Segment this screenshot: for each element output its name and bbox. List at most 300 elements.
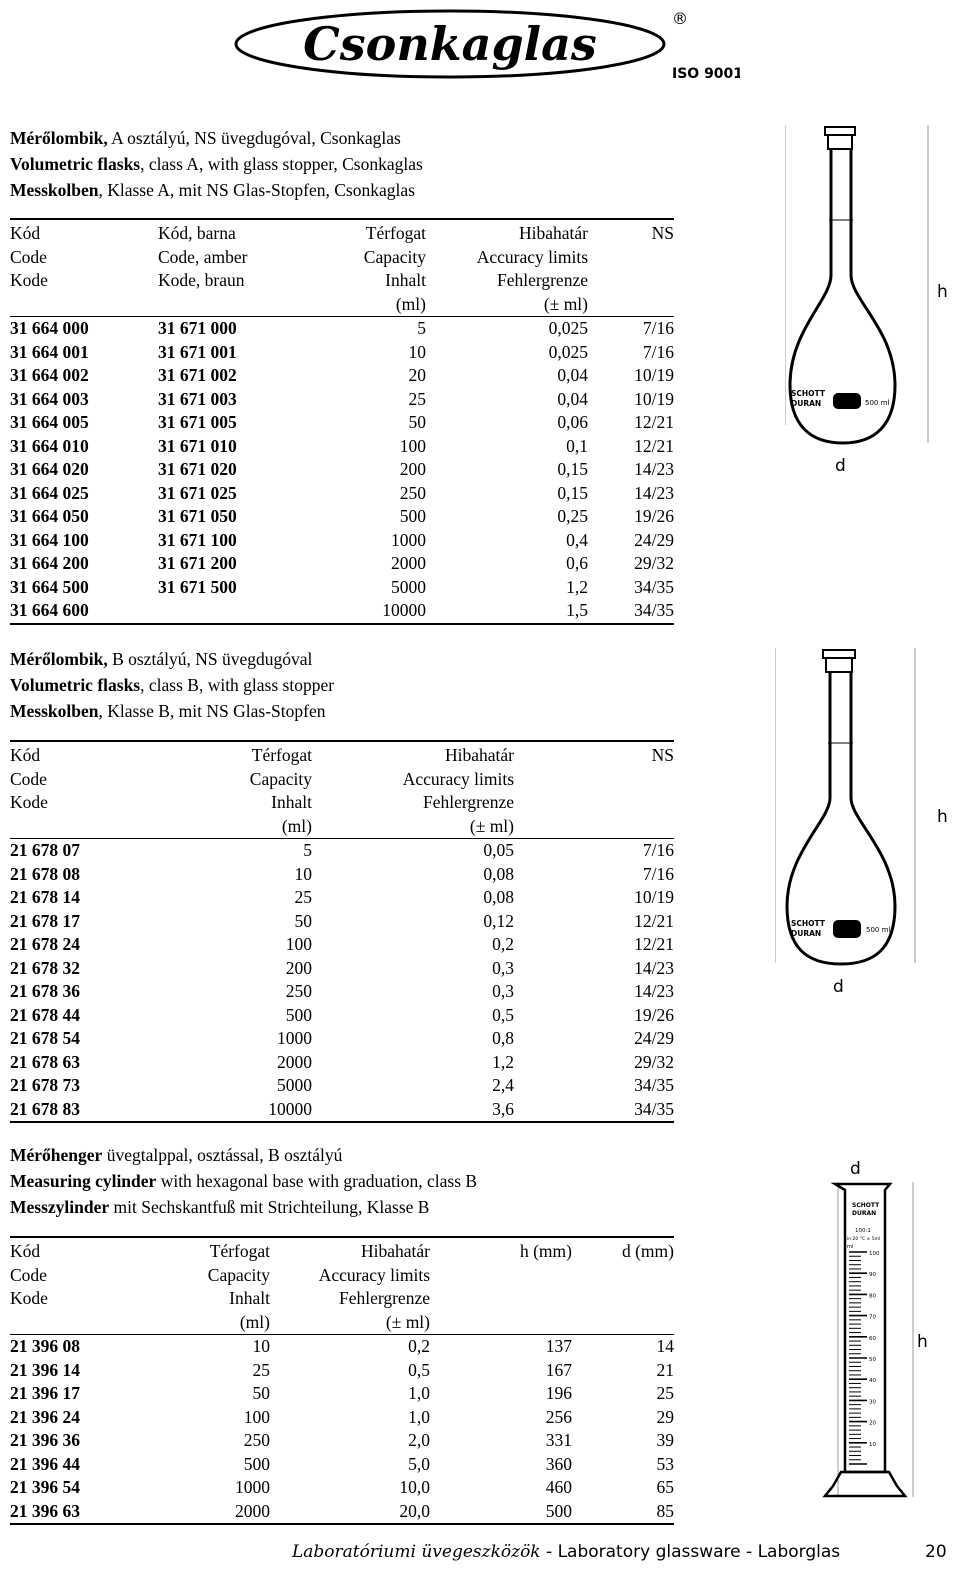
table-header-row: [10, 791, 674, 815]
table-cell: 25: [408, 388, 426, 409]
section2-title-en-bold: Volumetric flasks: [10, 675, 141, 695]
table-row: [10, 317, 674, 341]
table-cell: 31 671 005: [158, 412, 237, 432]
table-header-cell: Kode: [10, 792, 48, 812]
table-cell: 7/16: [642, 318, 674, 338]
cylinder-label: 100:1: [855, 1228, 871, 1234]
table-cell: 137: [545, 1336, 572, 1356]
section3-title-hu-bold: Mérőhenger: [10, 1145, 103, 1165]
table-cell: 250: [243, 1430, 270, 1450]
table-cell: 21 396 63: [10, 1500, 140, 1525]
table-cell: 1,0: [408, 1406, 430, 1427]
graduation-label: 90: [869, 1272, 876, 1279]
section1-title-hu: A osztályú, NS üvegdugóval, Csonkaglas: [107, 128, 401, 148]
company-logo: [222, 0, 740, 82]
table-row: [10, 933, 674, 957]
graduation-label: 10: [869, 1441, 876, 1448]
table-cell: 31 671 500: [158, 576, 237, 597]
cylinder-label: in 20 °C ± 5ml: [847, 1237, 881, 1242]
table-header-cell: Inhalt: [385, 270, 426, 290]
table-cell: 5,0: [408, 1453, 430, 1474]
table-header-row: [10, 269, 674, 293]
table-cell: 0,2: [492, 934, 514, 954]
dimension-d-label: d: [833, 977, 844, 997]
table-cell: 5: [417, 318, 426, 338]
table-cell: 21 678 83: [10, 1098, 160, 1123]
table-cell: 21 678 07: [10, 840, 80, 860]
dimension-h-label: h: [937, 807, 948, 827]
section1-title: [10, 125, 423, 203]
table-cell: 200: [399, 459, 426, 479]
table-row: [10, 1359, 674, 1383]
table-cell: 31 664 100: [10, 529, 89, 550]
table-cell: 29/32: [634, 553, 674, 573]
table-cell: 0,06: [557, 412, 588, 432]
table-row: [10, 529, 674, 553]
table-header-cell: [10, 1311, 140, 1335]
table-cell: 21 396 36: [10, 1430, 80, 1450]
table-cell: 34/35: [514, 1098, 674, 1123]
table-cell: 31 664 500: [10, 576, 89, 597]
table-cell: 2000: [277, 1051, 312, 1072]
table-cell: 39: [656, 1430, 674, 1450]
table-header-cell: Kode: [10, 1288, 48, 1308]
table-row: [10, 341, 674, 365]
table-header-cell: Accuracy limits: [402, 768, 514, 789]
table-cell: 10,0: [399, 1477, 430, 1497]
table-header-cell: [10, 293, 158, 317]
table-cell: 29/32: [634, 1051, 674, 1072]
table-cell: 500: [285, 1004, 312, 1025]
table-cell: 7/16: [642, 840, 674, 860]
table-cell: 460: [545, 1477, 572, 1497]
table-cell: 5000: [391, 576, 426, 597]
table-cell: 100: [399, 435, 426, 456]
table-header-cell: [430, 1287, 572, 1311]
table-cell: 12/21: [634, 435, 674, 456]
table-cell: 250: [285, 981, 312, 1001]
table-row: [10, 552, 674, 576]
graduation-label: 60: [869, 1335, 876, 1342]
table-header-cell: [10, 815, 160, 839]
section2-title-de-bold: Messkolben: [10, 701, 99, 721]
table-cell: 0,04: [557, 388, 588, 409]
table-cell: 0,08: [483, 863, 514, 884]
footer-text-brand: Laborglas: [757, 1542, 841, 1562]
table-cell: 196: [545, 1383, 572, 1403]
table-header-cell: Térfogat: [140, 1237, 270, 1264]
table-header-row: [10, 1311, 674, 1335]
table-header-cell: [572, 1311, 674, 1335]
table-cell: 1000: [277, 1028, 312, 1048]
table-cell: 19/26: [634, 506, 674, 526]
table-cell: 331: [545, 1430, 572, 1450]
table-cell: 14/23: [634, 981, 674, 1001]
table-cell: 31 664 001: [10, 341, 89, 362]
table-header-cell: (ml): [328, 293, 426, 317]
table-row: [10, 388, 674, 412]
table-cell: 50: [408, 412, 426, 432]
table-header-cell: Hibahatár: [312, 741, 514, 768]
table-header-row: [10, 1287, 674, 1311]
table-cell: 500: [430, 1500, 572, 1525]
section1-title-de: , Klasse A, mit NS Glas-Stopfen, Csonkaglas: [98, 180, 415, 200]
table-cell: 31 671 025: [158, 482, 237, 503]
table-cell: 21 396 14: [10, 1359, 80, 1380]
table-row: [10, 1004, 674, 1028]
table-cell: 1000: [391, 529, 426, 550]
footer-separator: -: [740, 1542, 758, 1562]
table-cell: 0,5: [408, 1359, 430, 1380]
table-row: [10, 1476, 674, 1500]
section2-title-de: , Klasse B, mit NS Glas-Stopfen: [98, 701, 326, 721]
table-row: [10, 1335, 674, 1359]
table-cell: 14: [656, 1336, 674, 1356]
section3-cylinder-figure: [805, 1152, 955, 1502]
table-cell: 31 671 050: [158, 506, 237, 526]
section2-title: [10, 646, 334, 724]
table-header-cell: Accuracy limits: [476, 246, 588, 267]
table-header-cell: [514, 815, 674, 839]
table-cell: 31 664 002: [10, 365, 89, 385]
table-cell: 31 671 003: [158, 388, 237, 409]
graduation-label: 30: [869, 1399, 876, 1406]
table-cell: 500: [399, 506, 426, 526]
table-cell: 14/23: [634, 482, 674, 503]
table-header-cell: Fehlergrenze: [496, 270, 588, 290]
table-header-cell: Capacity: [207, 1264, 270, 1285]
section3-title-hu: üvegtalppal, osztással, B osztályú: [102, 1145, 343, 1165]
table-cell: 100: [243, 1406, 270, 1427]
table-cell: 1,2: [492, 1051, 514, 1072]
graduation-label: 20: [869, 1420, 876, 1427]
page-number: 20: [925, 1542, 947, 1562]
table-cell: 31 664 005: [10, 412, 89, 432]
table-row: [10, 599, 674, 624]
section1-title-hu-bold: Mérőlombik,: [10, 128, 108, 148]
table-header-cell: [572, 1264, 674, 1288]
table-cell: 10: [408, 341, 426, 362]
table-cell: 10: [294, 863, 312, 884]
table-header-cell: (ml): [160, 815, 312, 839]
cylinder-base: [825, 1472, 905, 1496]
table-cell: 34/35: [634, 1075, 674, 1095]
table-cell: 1000: [235, 1477, 270, 1497]
table-row: [10, 957, 674, 981]
table-cell: 21 678 08: [10, 863, 80, 884]
table-header-row: [10, 246, 674, 270]
table-header-cell: (± ml): [312, 815, 514, 839]
table-header-row: [10, 1237, 674, 1264]
table-cell: 5: [303, 840, 312, 860]
table-header-cell: Inhalt: [229, 1288, 270, 1308]
table-header-cell: Inhalt: [271, 792, 312, 812]
footer-text-en: Laboratory glassware: [557, 1542, 741, 1562]
table-cell: 50: [294, 910, 312, 931]
section2-title-hu-bold: Mérőlombik,: [10, 649, 108, 669]
table-cell: [158, 599, 328, 624]
table-cell: 1,2: [566, 576, 588, 597]
table-row: [10, 1027, 674, 1051]
table-cell: 50: [252, 1383, 270, 1403]
table-cell: 14/23: [634, 957, 674, 978]
section2-title-en: , class B, with glass stopper: [140, 675, 335, 695]
table-cell: 7/16: [642, 863, 674, 884]
table-header-cell: [158, 293, 328, 317]
table-cell: 21 396 24: [10, 1406, 80, 1427]
table-cell: 1,5: [426, 599, 588, 624]
table-header-cell: Code, amber: [158, 246, 248, 267]
table-header-cell: [430, 1311, 572, 1335]
table-cell: 29: [656, 1406, 674, 1427]
table-header-cell: Capacity: [363, 246, 426, 267]
table-cell: 21 678 73: [10, 1075, 80, 1095]
table-header-cell: [514, 768, 674, 792]
logo-iso: ISO 9001: [672, 66, 740, 82]
table-cell: 0,05: [483, 840, 514, 860]
table-cell: 31 671 002: [158, 365, 237, 385]
table-cell: 10/19: [634, 887, 674, 907]
table-header-cell: (ml): [140, 1311, 270, 1335]
table-cell: 2,0: [408, 1430, 430, 1450]
section2-flask-figure: [775, 648, 960, 998]
table-header-row: [10, 741, 674, 768]
dimension-h-label: h: [917, 1332, 928, 1352]
table-cell: 0,025: [548, 341, 588, 362]
table-header-cell: NS: [514, 741, 674, 768]
table-header-cell: [430, 1264, 572, 1288]
table-row: [10, 505, 674, 529]
footer-text-hu: Laboratóriumi üvegeszközök: [292, 1542, 541, 1562]
table-cell: 31 671 200: [158, 553, 237, 573]
table-cell: 360: [545, 1453, 572, 1474]
table-header-row: [10, 219, 674, 246]
section1-flask-figure: [785, 125, 960, 475]
table-cell: 12/21: [634, 910, 674, 931]
table-header-cell: Code: [10, 768, 47, 789]
section3-table: [10, 1236, 674, 1525]
cylinder-graduation: [849, 1251, 880, 1464]
table-header-cell: [514, 791, 674, 815]
table-cell: 20,0: [270, 1500, 430, 1525]
table-cell: 0,2: [408, 1336, 430, 1356]
table-cell: 31 664 025: [10, 482, 89, 503]
table-cell: 0,5: [492, 1004, 514, 1025]
table-header-cell: (± ml): [270, 1311, 430, 1335]
table-header-cell: Kód: [10, 1237, 140, 1264]
graduation-label: 80: [869, 1293, 876, 1300]
table-cell: 34/35: [588, 599, 674, 624]
table-header-row: [10, 768, 674, 792]
table-row: [10, 1453, 674, 1477]
table-cell: 21 396 54: [10, 1477, 80, 1497]
table-cell: 21 678 24: [10, 934, 80, 954]
cylinder-brand-label: SCHOTT: [852, 1202, 880, 1209]
table-cell: 14/23: [634, 459, 674, 479]
table-cell: 3,6: [312, 1098, 514, 1123]
table-header-cell: [588, 269, 674, 293]
table-cell: 12/21: [634, 412, 674, 432]
table-row: [10, 1429, 674, 1453]
table-row: [10, 1500, 674, 1525]
table-cell: 0,25: [557, 506, 588, 526]
table-row: [10, 1098, 674, 1123]
table-header-cell: Accuracy limits: [318, 1264, 430, 1285]
table-cell: 31 664 200: [10, 553, 89, 573]
section2-table: [10, 740, 674, 1123]
table-cell: 21 678 44: [10, 1004, 80, 1025]
table-cell: 65: [656, 1477, 674, 1497]
section3-title-de-bold: Messzylinder: [10, 1197, 110, 1217]
graduation-label: 100: [869, 1251, 880, 1257]
table-cell: 500: [243, 1453, 270, 1474]
table-cell: 31 671 001: [158, 341, 237, 362]
dimension-d-label: d: [835, 456, 846, 475]
table-header-cell: Kód, barna: [158, 219, 328, 246]
table-cell: 1,0: [408, 1383, 430, 1403]
table-cell: 21 396 08: [10, 1336, 80, 1356]
table-cell: 10/19: [634, 365, 674, 385]
section3-title-en-bold: Measuring cylinder: [10, 1171, 157, 1191]
table-cell: 0,8: [492, 1028, 514, 1048]
flask-volume-label: 500 ml: [865, 399, 890, 407]
table-cell: 53: [656, 1453, 674, 1474]
table-row: [10, 910, 674, 934]
table-header-cell: Térfogat: [328, 219, 426, 246]
table-cell: 0,3: [492, 957, 514, 978]
table-cell: 21 678 32: [10, 957, 80, 978]
table-cell: 31 664 010: [10, 435, 89, 456]
table-header-cell: Térfogat: [160, 741, 312, 768]
graduation-label: 50: [869, 1357, 876, 1363]
table-cell: 31 664 050: [10, 506, 89, 526]
table-cell: 0,15: [557, 459, 588, 479]
table-row: [10, 1406, 674, 1430]
flask-brand-label: SCHOTT: [791, 919, 825, 928]
section2-title-hu: B osztályú, NS üvegdugóval: [107, 649, 313, 669]
table-row: [10, 458, 674, 482]
table-cell: 256: [545, 1406, 572, 1427]
table-cell: 24/29: [634, 529, 674, 550]
table-cell: 10000: [160, 1098, 312, 1123]
table-header-cell: Fehlergrenze: [338, 1288, 430, 1308]
table-cell: 21: [656, 1359, 674, 1380]
table-header-cell: Capacity: [249, 768, 312, 789]
table-cell: 0,04: [557, 365, 588, 385]
table-row: [10, 364, 674, 388]
table-header-cell: [588, 293, 674, 317]
table-row: [10, 1382, 674, 1406]
table-header-cell: NS: [588, 219, 674, 246]
table-cell: 31 671 000: [158, 318, 237, 338]
table-cell: 31 664 003: [10, 388, 89, 409]
table-header-cell: Code: [10, 246, 47, 267]
cylinder-label: ml: [847, 1244, 854, 1250]
table-row: [10, 863, 674, 887]
table-row: [10, 839, 674, 863]
table-cell: 31 664 000: [10, 318, 89, 338]
table-cell: 31 664 600: [10, 599, 158, 624]
logo-brand-text: Csonkaglas: [303, 17, 597, 71]
table-header-cell: Code: [10, 1264, 47, 1285]
table-header-cell: Kód: [10, 219, 158, 246]
table-cell: 0,3: [492, 981, 514, 1001]
graduation-label: 40: [869, 1378, 876, 1385]
table-cell: 25: [252, 1359, 270, 1380]
table-cell: 7/16: [642, 341, 674, 362]
table-cell: 19/26: [634, 1004, 674, 1025]
table-header-cell: [588, 246, 674, 270]
table-cell: 21 678 17: [10, 910, 80, 931]
table-cell: 0,025: [548, 318, 588, 338]
dimension-d-label: d: [850, 1159, 861, 1179]
table-cell: 21 678 63: [10, 1051, 80, 1072]
table-cell: 0,08: [483, 887, 514, 907]
flask-brand-label: SCHOTT: [791, 389, 825, 398]
table-cell: 85: [572, 1500, 674, 1525]
graduation-label: 70: [869, 1314, 876, 1321]
dimension-h-label: h: [937, 282, 948, 302]
table-cell: 34/35: [634, 576, 674, 597]
table-header-cell: (± ml): [426, 293, 588, 317]
table-cell: 250: [399, 482, 426, 503]
table-row: [10, 980, 674, 1004]
table-header-cell: Hibahatár: [426, 219, 588, 246]
cylinder-brand-label: DURAN: [852, 1210, 877, 1217]
table-cell: 25: [294, 887, 312, 907]
table-row: [10, 411, 674, 435]
table-cell: 0,4: [566, 529, 588, 550]
table-cell: 12/21: [634, 934, 674, 954]
table-cell: 31 671 020: [158, 459, 237, 479]
table-header-cell: Kode: [10, 270, 48, 290]
table-cell: 25: [656, 1383, 674, 1403]
table-cell: 0,12: [483, 910, 514, 931]
table-cell: 21 678 14: [10, 887, 80, 907]
section3-title: [10, 1142, 477, 1220]
table-cell: 0,1: [566, 435, 588, 456]
section1-title-en-bold: Volumetric flasks: [10, 154, 141, 174]
table-cell: 21 678 36: [10, 981, 80, 1001]
table-header-cell: d (mm): [572, 1237, 674, 1264]
table-header-cell: Kód: [10, 741, 160, 768]
table-header-row: [10, 293, 674, 317]
table-cell: 31 671 100: [158, 529, 237, 550]
table-cell: 21 396 17: [10, 1383, 80, 1403]
table-cell: 21 396 44: [10, 1453, 80, 1474]
table-cell: 100: [285, 934, 312, 954]
flask-volume-label: 500 ml: [866, 926, 891, 934]
table-cell: 20: [408, 365, 426, 385]
table-header-cell: Fehlergrenze: [422, 792, 514, 812]
section3-title-de: mit Sechskantfuß mit Strichteilung, Klasse B: [109, 1197, 430, 1217]
footer-separator: -: [540, 1542, 558, 1562]
section1-title-en: , class A, with glass stopper, Csonkaglas: [140, 154, 423, 174]
flask-brand-label: DURAN: [791, 929, 822, 938]
table-cell: 2000: [391, 553, 426, 573]
table-cell: 200: [285, 957, 312, 978]
table-row: [10, 435, 674, 459]
table-cell: 0,6: [566, 553, 588, 573]
section1-table: [10, 218, 674, 625]
logo-registered-mark: ®: [672, 9, 688, 28]
table-header-cell: [572, 1287, 674, 1311]
section1-title-de-bold: Messkolben: [10, 180, 99, 200]
table-cell: 21 678 54: [10, 1028, 80, 1048]
table-header-row: [10, 815, 674, 839]
table-header-cell: Kode, braun: [158, 270, 245, 290]
table-cell: 10000: [328, 599, 426, 624]
